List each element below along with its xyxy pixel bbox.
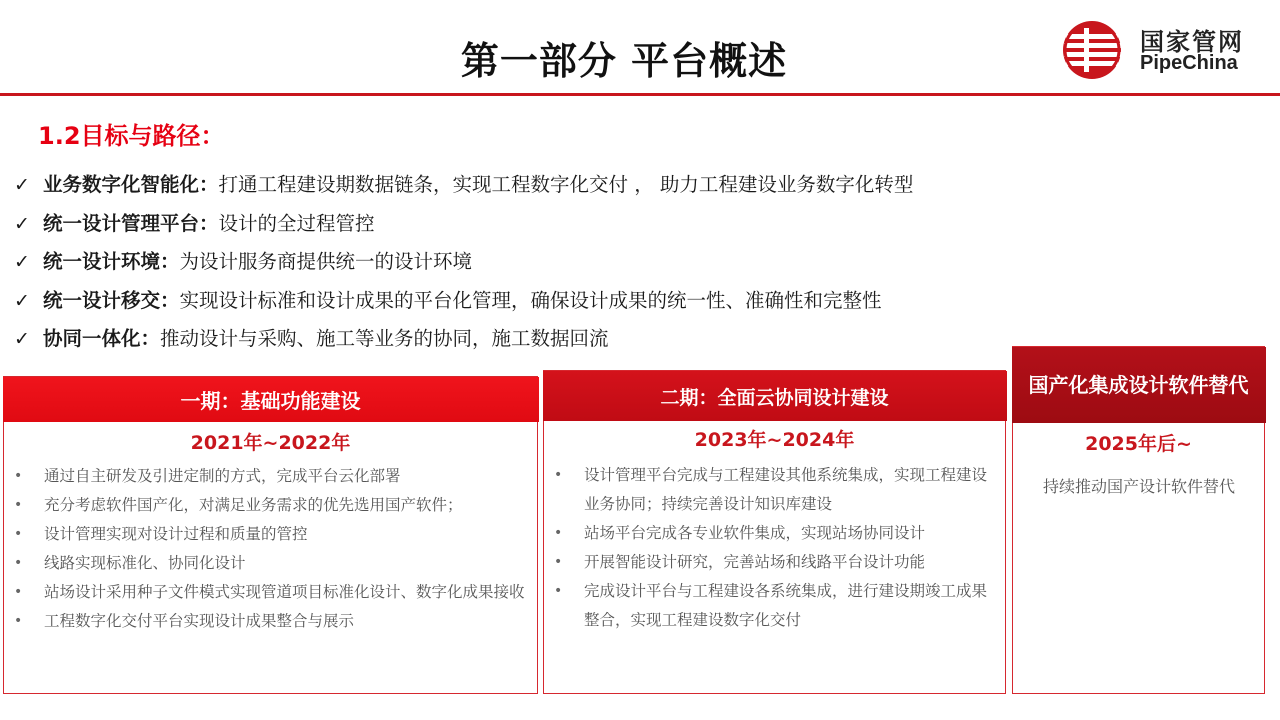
checkmark-icon: ✓	[14, 174, 30, 196]
list-item: • 开展智能设计研究，完善站场和线路平台设计功能	[554, 548, 999, 577]
phase-1-card	[3, 376, 538, 694]
goal-description: 设计的全过程管控	[218, 211, 375, 235]
phase-2-list	[554, 461, 999, 635]
goal-name: 业务数字化智能化：	[43, 173, 219, 196]
phase-3-period: 2025年后~	[1085, 433, 1192, 455]
phase-2-card	[543, 370, 1006, 694]
bullet-icon: •	[14, 526, 23, 542]
checkmark-icon: ✓	[14, 212, 30, 235]
checkmark-icon: ✓	[14, 289, 30, 312]
phase-3-title: 国产化集成设计软件替代	[1012, 347, 1266, 423]
bullet-icon: •	[554, 554, 563, 570]
phase-1-list	[14, 462, 534, 636]
bullet-icon: •	[14, 584, 23, 600]
list-item: • 充分考虑软件国产化，对满足业务需求的优先选用国产软件；	[14, 491, 534, 520]
list-item: • 工程数字化交付平台实现设计成果整合与展示	[14, 607, 534, 636]
goal-item	[14, 324, 1114, 363]
list-item: • 设计管理平台完成与工程建设其他系统集成，实现工程建设业务协同；持续完善设计知识库建设	[554, 461, 999, 519]
list-item: • 站场平台完成各专业软件集成，实现站场协同设计	[554, 519, 999, 548]
goal-item	[14, 170, 1114, 209]
page-title: 第一部分 平台概述	[460, 39, 788, 83]
phase-2-title: 二期：全面云协同设计建设	[543, 371, 1007, 421]
phase-1-period: 2021年~2022年	[190, 432, 351, 454]
goal-name: 统一设计移交：	[43, 288, 180, 312]
pipechina-logo	[1062, 18, 1262, 82]
bullet-icon: •	[554, 467, 563, 483]
goal-description: 为设计服务商提供统一的设计环境	[179, 250, 473, 273]
goal-description: 打通工程建设期数据链条，实现工程数字化交付 ， 助力工程建设业务数字化转型	[218, 173, 914, 196]
phase-1-title: 一期：基础功能建设	[3, 377, 539, 422]
goal-name: 协同一体化：	[43, 327, 161, 350]
logo-text-en: PipeChina	[1140, 52, 1238, 74]
list-item: • 通过自主研发及引进定制的方式，完成平台云化部署	[14, 462, 534, 491]
phase-3-card	[1012, 346, 1265, 694]
bullet-icon: •	[554, 525, 563, 541]
header-divider	[0, 93, 1280, 96]
goal-name: 统一设计管理平台：	[43, 211, 219, 235]
logo-text-cn: 国家管网	[1140, 28, 1244, 56]
checkmark-icon: ✓	[14, 328, 30, 350]
phase-2-period: 2023年~2024年	[694, 429, 855, 451]
goal-list	[14, 170, 1114, 363]
bullet-icon: •	[14, 497, 23, 513]
list-item: • 设计管理实现对设计过程和质量的管控	[14, 520, 534, 549]
pipechina-logo-icon	[1062, 20, 1124, 80]
list-item: • 线路实现标准化、协同化设计	[14, 549, 534, 578]
goal-item	[14, 209, 1114, 248]
checkmark-icon: ✓	[14, 251, 30, 273]
goal-item	[14, 286, 1114, 325]
phase-3-text: 持续推动国产设计软件替代	[1043, 477, 1236, 496]
bullet-icon: •	[14, 613, 23, 629]
goal-description: 推动设计与采购、施工等业务的协同，施工数据回流	[160, 327, 609, 350]
bullet-icon: •	[14, 555, 23, 571]
section-title: 1.2目标与路径：	[38, 122, 225, 150]
list-item: • 完成设计平台与工程建设各系统集成，进行建设期竣工成果整合，实现工程建设数字化交付	[554, 577, 999, 635]
goal-item	[14, 247, 1114, 286]
bullet-icon: •	[554, 583, 563, 599]
goal-description: 实现设计标准和设计成果的平台化管理，确保设计成果的统一性、准确性和完整性	[179, 288, 882, 312]
goal-name: 统一设计环境：	[43, 250, 180, 273]
bullet-icon: •	[14, 468, 23, 484]
list-item: • 站场设计采用种子文件模式实现管道项目标准化设计、数字化成果接收	[14, 578, 534, 607]
